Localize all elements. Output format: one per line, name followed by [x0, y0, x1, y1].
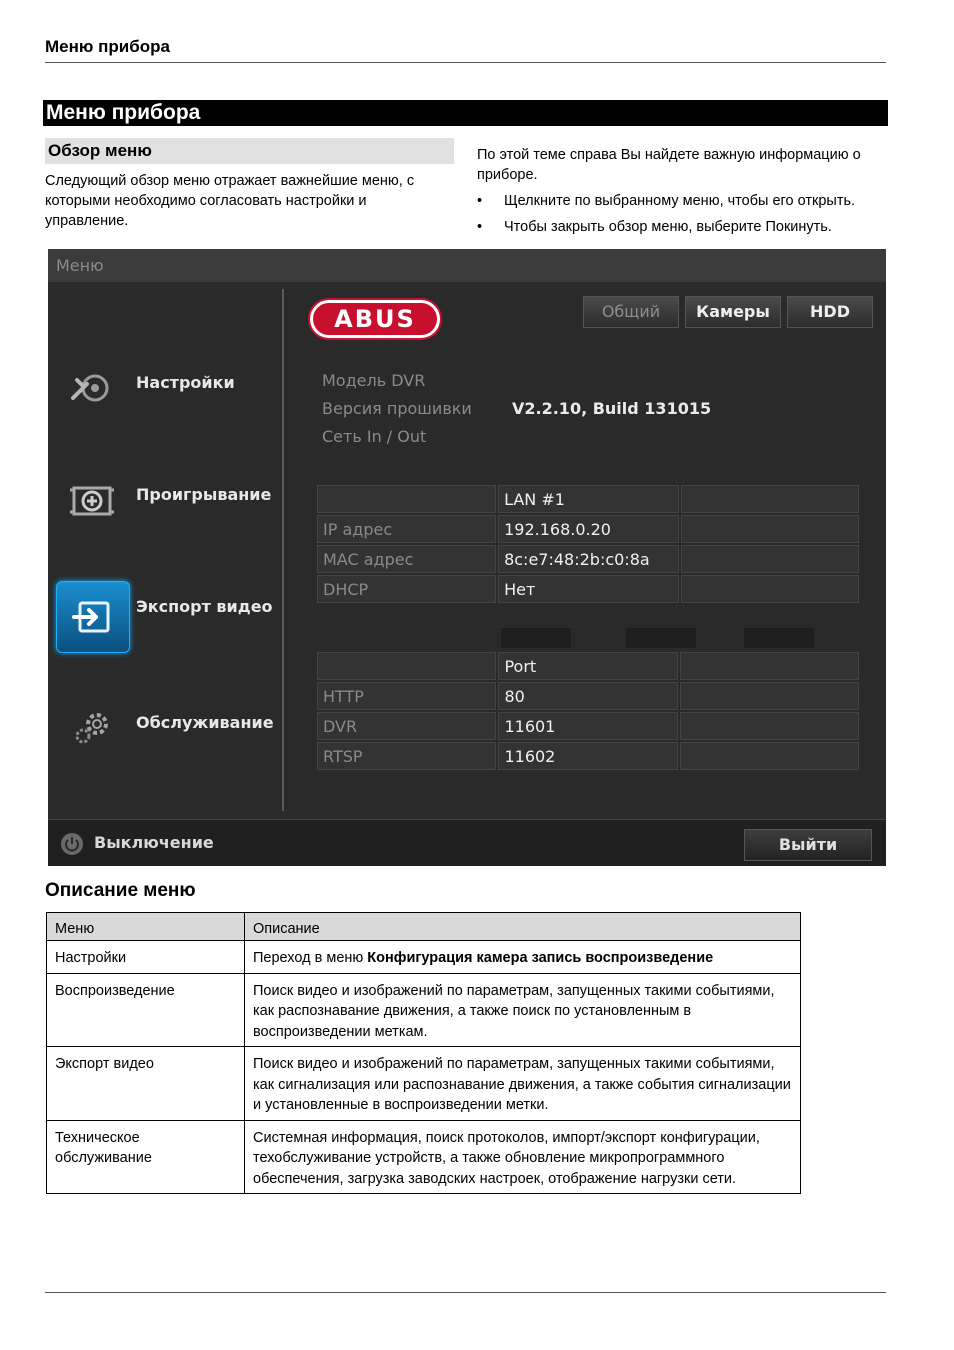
port-table — [315, 650, 861, 772]
help-bullet: • Щелкните по выбранному меню, чтобы его открыть. — [477, 191, 897, 211]
help-bullet: • Чтобы закрыть обзор меню, выберите Покинуть. — [477, 217, 897, 237]
page-header-title: Меню прибора — [45, 37, 170, 56]
shutdown-label[interactable]: Выключение — [94, 833, 214, 852]
table-cell — [680, 712, 859, 740]
menu-cell: Техническое обслуживание — [47, 1120, 245, 1194]
settings-wrench-icon — [56, 353, 128, 423]
tab-general[interactable]: Общий — [583, 296, 679, 328]
sidebar-item-label: Настройки — [136, 373, 235, 392]
ip-value: 192.168.0.20 — [498, 515, 679, 543]
dvr-window-title: Меню — [48, 249, 886, 282]
exit-button[interactable]: Выйти — [744, 829, 872, 861]
table-cell — [317, 652, 496, 680]
sidebar-item-settings[interactable] — [56, 353, 281, 423]
description-cell: Системная информация, поиск протоколов, импорт/экспорт конфигурации, техобслуживание устройств, а также обновление микропрограммного обеспечения, загрузка заводских настроек, отображение нагрузки сети. — [245, 1120, 801, 1194]
power-icon — [60, 832, 84, 856]
dvr-port-value: 11601 — [498, 712, 678, 740]
description-prefix: Переход в меню — [253, 950, 368, 966]
abus-logo: ABUS — [310, 300, 440, 338]
menu-cell: Воспроизведение — [47, 973, 245, 1047]
header-rule — [45, 62, 886, 63]
table-cell — [317, 485, 496, 513]
export-icon — [56, 581, 130, 653]
tab-cameras[interactable]: Камеры — [685, 296, 781, 328]
rtsp-label: RTSP — [317, 742, 496, 770]
table-cell — [681, 515, 859, 543]
firmware-value: V2.2.10, Build 131015 — [512, 399, 712, 418]
sidebar-item-label: Проигрывание — [136, 485, 272, 504]
network-table — [315, 483, 861, 605]
table-row — [47, 1047, 801, 1121]
http-value: 80 — [498, 682, 678, 710]
http-label: HTTP — [317, 682, 496, 710]
sidebar-divider — [282, 289, 284, 811]
power-button[interactable] — [60, 832, 84, 856]
hidden-field — [626, 628, 696, 648]
table-row — [317, 575, 859, 603]
help-bullet-list — [477, 191, 897, 243]
sidebar-item-playback[interactable] — [56, 465, 281, 535]
dvr-port-label: DVR — [317, 712, 496, 740]
model-label: Модель DVR — [322, 371, 426, 390]
lan-header: LAN #1 — [498, 485, 679, 513]
dhcp-value: Нет — [498, 575, 679, 603]
sidebar-item-label: Обслуживание — [136, 713, 274, 732]
table-row — [317, 682, 859, 710]
dvr-menu-screenshot — [48, 249, 886, 866]
table-row — [317, 742, 859, 770]
overview-text: Следующий обзор меню отражает важнейшие меню, с которыми необходимо согласовать настройки и управление. — [45, 173, 415, 229]
description-cell: Поиск видео и изображений по параметрам, запущенных такими событиями, как распознавание движения, а также поиск по установленным в воспроизведении меткам. — [245, 973, 801, 1047]
help-intro: По этой теме справа Вы найдете важную информацию о приборе. — [477, 147, 861, 183]
mac-value: 8c:e7:48:2b:c0:8a — [498, 545, 679, 573]
sidebar-item-maintenance[interactable] — [56, 693, 281, 763]
description-table — [46, 912, 801, 1194]
section-title: Меню прибора — [43, 100, 888, 126]
overview-title: Обзор меню — [45, 138, 454, 164]
table-cell — [681, 545, 859, 573]
mac-label: MAC адрес — [317, 545, 496, 573]
table-row — [47, 941, 801, 974]
table-row — [317, 712, 859, 740]
network-label: Сеть In / Out — [322, 427, 427, 446]
sidebar-item-label: Экспорт видео — [136, 597, 273, 616]
column-header-description: Описание — [245, 913, 801, 941]
firmware-label: Версия прошивки — [322, 399, 472, 418]
hidden-field — [501, 628, 571, 648]
menu-cell: Экспорт видео — [47, 1047, 245, 1121]
table-cell — [680, 742, 859, 770]
table-row — [317, 545, 859, 573]
description-cell: Поиск видео и изображений по параметрам, запущенных такими событиями, как сигнализация или распознавание движения, а также события сигнализации и установленные в воспроизведении метки. — [245, 1047, 801, 1121]
table-row — [317, 652, 859, 680]
tab-hdd[interactable]: HDD — [787, 296, 873, 328]
table-cell — [680, 682, 859, 710]
table-row — [47, 973, 801, 1047]
table-row — [47, 1120, 801, 1194]
column-header-menu: Меню — [47, 913, 245, 941]
table-row — [317, 515, 859, 543]
rtsp-value: 11602 — [498, 742, 678, 770]
footer-rule — [45, 1292, 886, 1293]
hidden-field — [744, 628, 814, 648]
description-title: Описание меню — [45, 880, 196, 901]
table-cell — [681, 485, 859, 513]
sidebar-item-export[interactable] — [56, 581, 281, 651]
playback-icon — [56, 465, 128, 535]
table-row — [317, 485, 859, 513]
dhcp-label: DHCP — [317, 575, 496, 603]
port-header: Port — [498, 652, 678, 680]
description-cell — [245, 941, 801, 974]
ip-label: IP адрес — [317, 515, 496, 543]
table-cell — [681, 575, 859, 603]
maintenance-gears-icon — [56, 693, 128, 763]
table-header-row — [47, 913, 801, 941]
table-cell — [680, 652, 859, 680]
description-path: Конфигурация камера запись воспроизведение — [367, 950, 714, 966]
menu-cell: Настройки — [47, 941, 245, 974]
